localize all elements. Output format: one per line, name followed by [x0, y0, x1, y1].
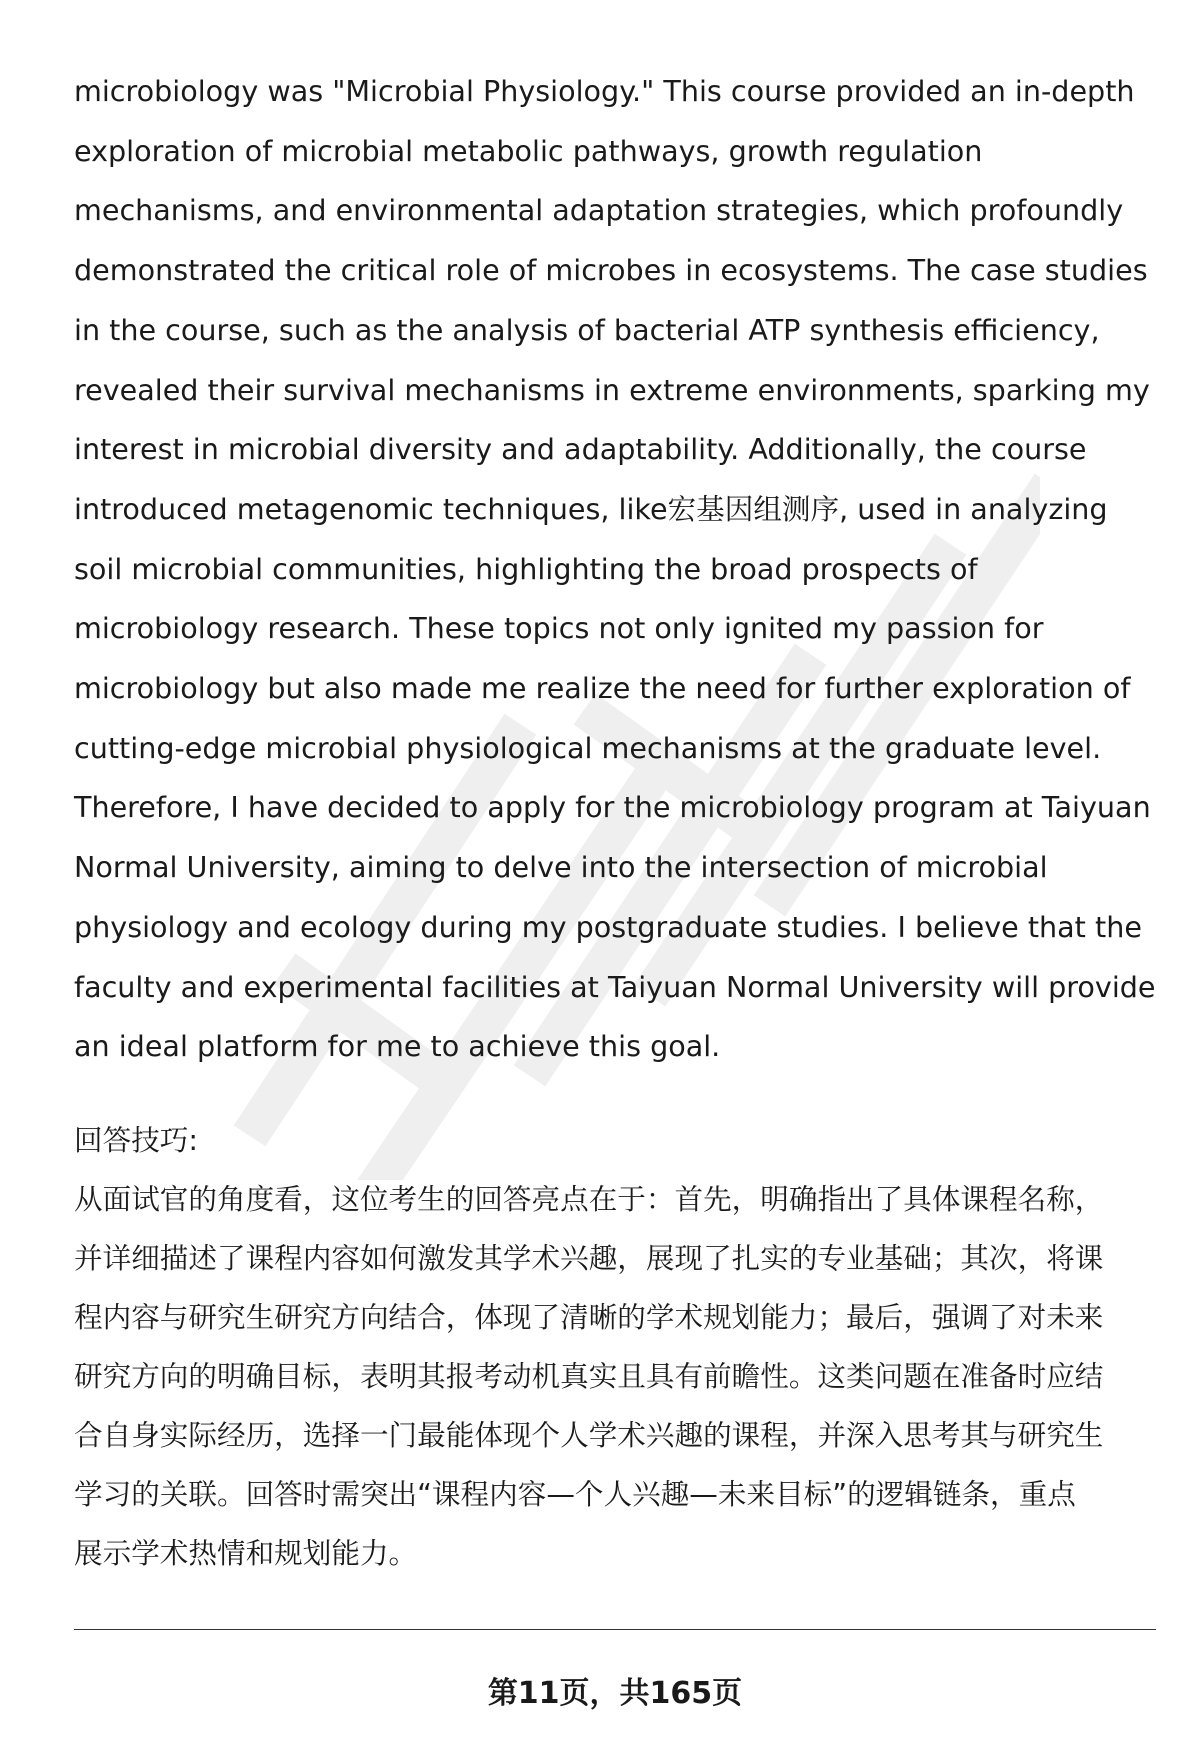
- paragraph-line: revealed their survival mechanisms in extreme environments, sparking my: [74, 372, 1150, 407]
- footer-divider: [74, 1629, 1156, 1630]
- paragraph-line: interest in microbial diversity and adaptability. Additionally, the course: [74, 432, 1087, 467]
- tips-line: 合自身实际经历，选择一门最能体现个人学术兴趣的课程，并深入思考其与研究生: [74, 1417, 1104, 1452]
- paragraph-line: faculty and experimental facilities at Taiyuan Normal University will provide: [74, 969, 1156, 1004]
- tips-paragraph: [74, 1170, 1154, 1583]
- paragraph-line: in the course, such as the analysis of bacterial ATP synthesis efficiency,: [74, 312, 1100, 347]
- paragraph-line: Therefore, I have decided to apply for the microbiology program at Taiyuan: [74, 790, 1151, 825]
- page-number: 第11页，共165页: [487, 1676, 743, 1711]
- tips-line: 并详细描述了课程内容如何激发其学术兴趣，展现了扎实的专业基础；其次，将课: [74, 1240, 1104, 1275]
- paragraph-line: Normal University, aiming to delve into the intersection of microbial: [74, 850, 1048, 885]
- paragraph-line: exploration of microbial metabolic pathways, growth regulation: [74, 133, 983, 168]
- tips-line: 从面试官的角度看，这位考生的回答亮点在于：首先，明确指出了具体课程名称，: [74, 1181, 1104, 1216]
- paragraph-line: an ideal platform for me to achieve this goal.: [74, 1029, 721, 1064]
- paragraph-line: introduced metagenomic techniques, like宏基因组测序, used in analyzing: [74, 491, 1108, 526]
- paragraph-line: microbiology was "Microbial Physiology." This course provided an in-depth: [74, 74, 1135, 108]
- paragraph-line: microbiology but also made me realize the need for further exploration of: [74, 671, 1131, 706]
- paragraph-line: cutting-edge microbial physiological mechanisms at the graduate level.: [74, 730, 1102, 765]
- paragraph-line: mechanisms, and environmental adaptation strategies, which profoundly: [74, 193, 1124, 228]
- paragraph-line: soil microbial communities, highlighting the broad prospects of: [74, 551, 978, 586]
- tips-line: 程内容与研究生研究方向结合，体现了清晰的学术规划能力；最后，强调了对未来: [74, 1299, 1104, 1334]
- paragraph-line: microbiology research. These topics not only ignited my passion for: [74, 611, 1044, 646]
- tips-heading: 回答技巧:: [74, 1122, 199, 1157]
- document-page: [74, 62, 1154, 1583]
- answer-paragraph: [74, 62, 1154, 1077]
- tips-line: 展示学术热情和规划能力。: [74, 1535, 418, 1570]
- paragraph-line: demonstrated the critical role of microbes in ecosystems. The case studies: [74, 253, 1148, 288]
- tips-line: 研究方向的明确目标，表明其报考动机真实且具有前瞻性。这类问题在准备时应结: [74, 1358, 1104, 1393]
- tips-line: 学习的关联。回答时需突出“课程内容—个人兴趣—未来目标”的逻辑链条，重点: [74, 1476, 1076, 1511]
- paragraph-line: physiology and ecology during my postgraduate studies. I believe that the: [74, 909, 1142, 944]
